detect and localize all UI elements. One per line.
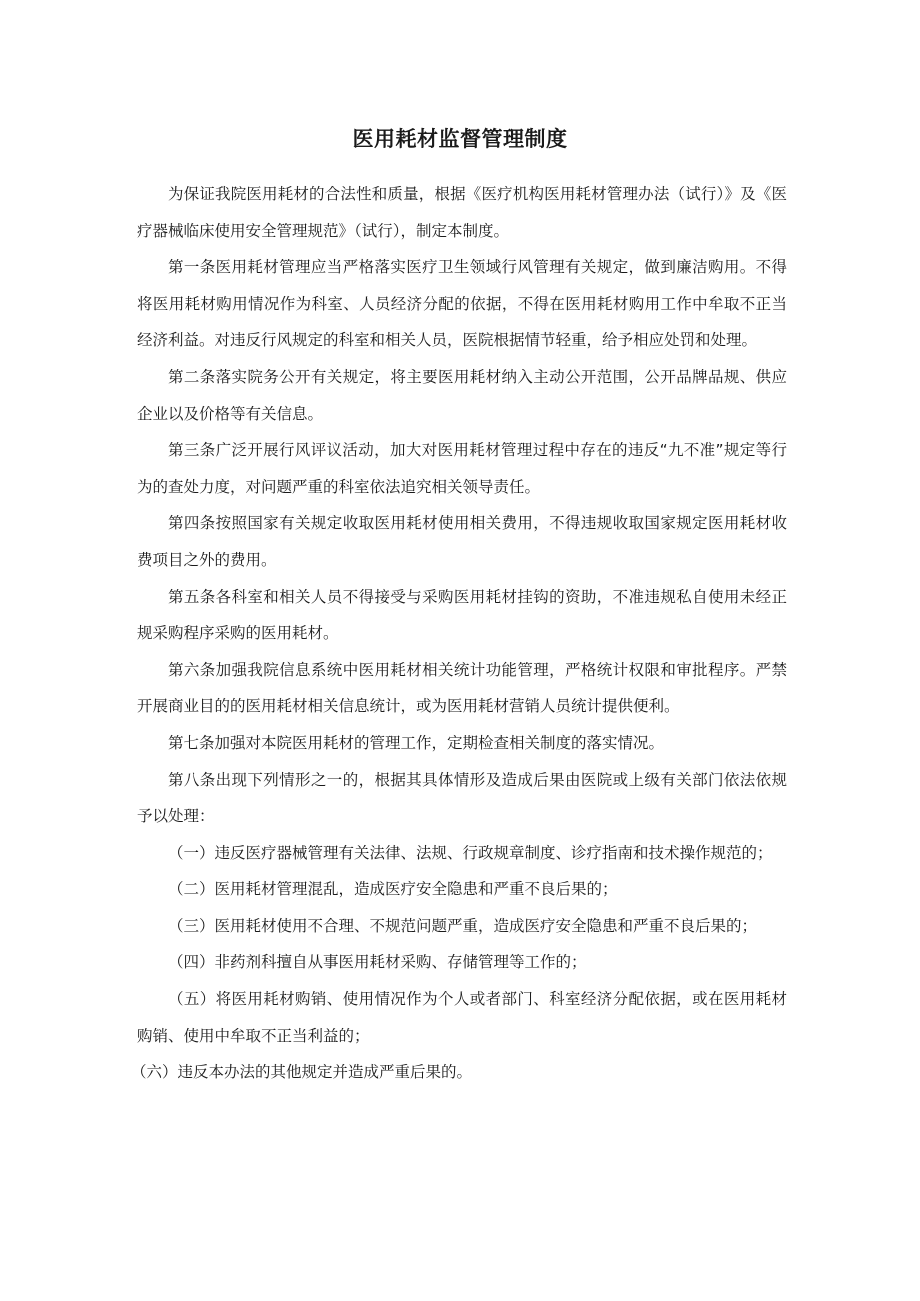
article-6-paragraph: 第六条加强我院信息系统中医用耗材相关统计功能管理，严格统计权限和审批程序。严禁开展商业目的的医用耗材相关信息统计，或为医用耗材营销人员统计提供便利。 xyxy=(137,660,787,716)
document-title: 医用耗材监督管理制度 xyxy=(352,127,568,151)
article-2-paragraph: 第二条落实院务公开有关规定，将主要医用耗材纳入主动公开范围，公开品牌品规、供应企业以及价格等有关信息。 xyxy=(137,367,787,423)
article-7-paragraph: 第七条加强对本院医用耗材的管理工作，定期检查相关制度的落实情况。 xyxy=(168,733,665,752)
article-3-paragraph: 第三条广泛开展行风评议活动，加大对医用耗材管理过程中存在的违反“九不准”规定等行为的查处力度，对问题严重的科室依法追究相关领导责任。 xyxy=(137,441,787,496)
article-4-paragraph: 第四条按照国家有关规定收取医用耗材使用相关费用，不得违规收取国家规定医用耗材收费项目之外的费用。 xyxy=(137,514,787,569)
article-1-paragraph: 第一条医用耗材管理应当严格落实医疗卫生领域行风管理有关规定，做到廉洁购用。不得将医用耗材购用情况作为科室、人员经济分配的依据，不得在医用耗材购用工作中牟取不正当经济利益。对违反行风规定的科室和相关人员，医院根据情节轻重，给予相应处罚和处理。 xyxy=(137,258,787,350)
article-8-item-2: （二）医用耗材管理混乱，造成医疗安全隐患和严重不良后果的； xyxy=(168,880,618,899)
intro-paragraph: 为保证我院医用耗材的合法性和质量，根据《医疗机构医用耗材管理办法（试行）》及《医疗器械临床使用安全管理规范》（试行），制定本制度。 xyxy=(137,185,787,240)
article-5-paragraph: 第五条各科室和相关人员不得接受与采购医用耗材挂钩的资助，不准违规私自使用未经正规采购程序采购的医用耗材。 xyxy=(137,587,787,643)
article-8-item-6: （六）违反本办法的其他规定并造成严重后果的。 xyxy=(131,1063,473,1082)
article-8-item-5: （五）将医用耗材购销、使用情况作为个人或者部门、科室经济分配依据，或在医用耗材购销、使用中牟取不正当利益的； xyxy=(137,990,787,1045)
article-8-item-1: （一）违反医疗器械管理有关法律、法规、行政规章制度、诊疗指南和技术操作规范的； xyxy=(168,843,773,862)
article-8-item-4: （四）非药剂科擅自从事医用耗材采购、存储管理等工作的； xyxy=(168,953,587,972)
article-8-paragraph: 第八条出现下列情形之一的，根据其具体情形及造成后果由医院或上级有关部门依法依规予以处理： xyxy=(137,770,787,826)
article-8-item-3: （三）医用耗材使用不合理、不规范问题严重，造成医疗安全隐患和严重不良后果的； xyxy=(168,916,758,935)
document-body xyxy=(131,176,787,1091)
